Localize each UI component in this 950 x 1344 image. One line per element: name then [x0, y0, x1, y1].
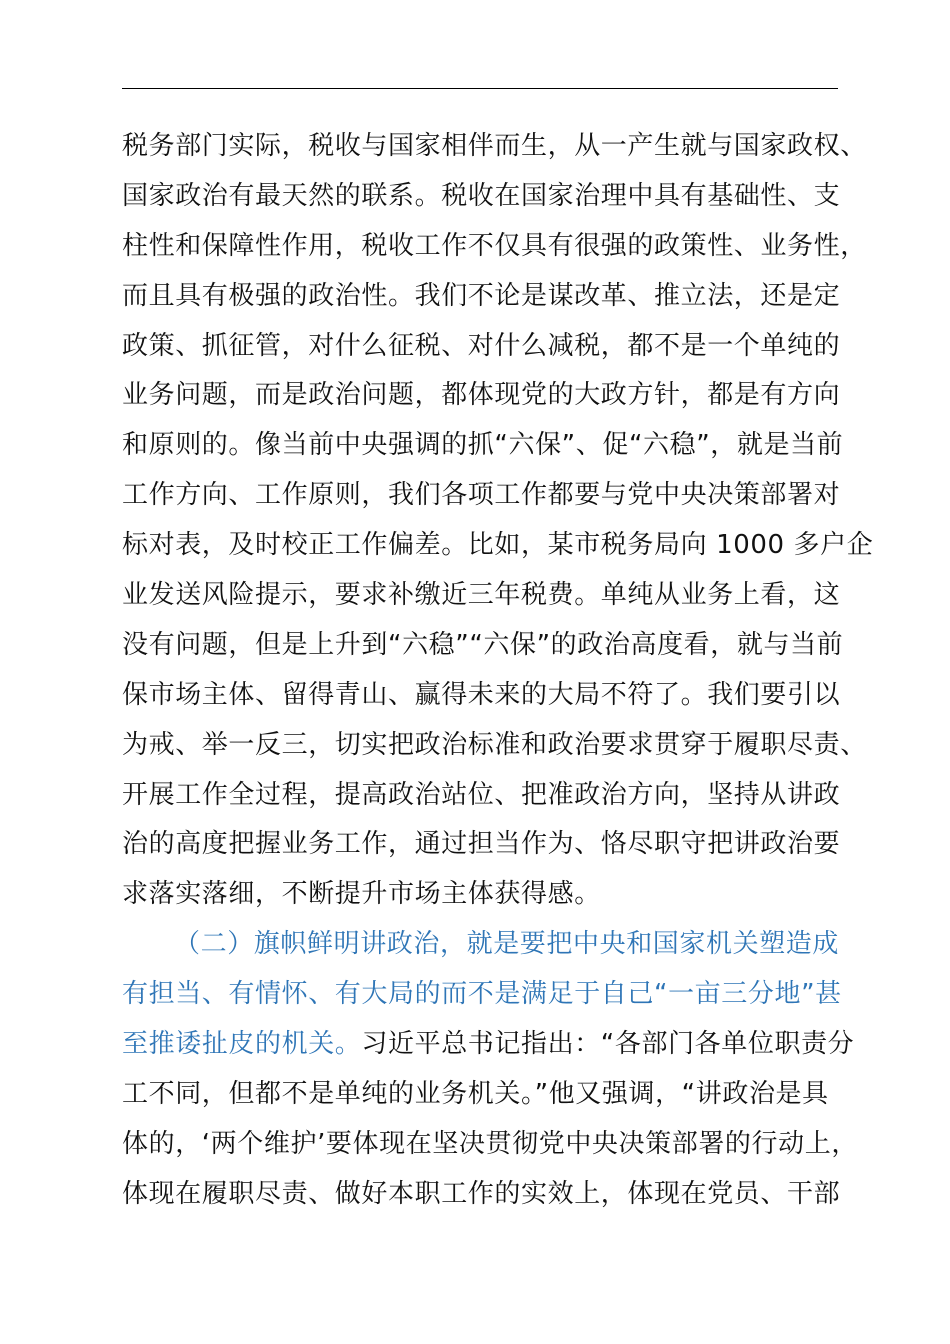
text-line	[122, 721, 867, 771]
line-text: 而且具有极强的政治性。我们不论是谋改革、推立法，还是定	[122, 280, 841, 311]
text-line	[122, 970, 842, 1020]
line-text: 为戒、举一反三，切实把政治标准和政治要求贯穿于履职尽责、	[122, 729, 867, 760]
text-line	[122, 870, 838, 920]
text-line	[122, 1170, 841, 1220]
line-text: 柱性和保障性作用，税收工作不仅具有很强的政策性、业务性，	[122, 230, 867, 261]
text-line	[122, 322, 841, 372]
line-text: 标对表，及时校正工作偏差。比如，某市税务局向 1000 多户企	[122, 530, 874, 561]
body-text	[122, 122, 874, 1220]
line-text: 工作方向、工作原则，我们各项工作都要与党中央决策部署对	[122, 480, 841, 511]
text-line	[122, 671, 841, 721]
text-line	[122, 920, 838, 970]
line-text: 和原则的。像当前中央强调的抓“六保”、促“六稳”，就是当前	[122, 430, 844, 461]
line-text: 求落实落细，不断提升市场主体获得感。	[122, 879, 601, 910]
line-text: 开展工作全过程，提高政治站位、把准政治方向，坚持从讲政	[122, 779, 841, 810]
line-text: 业发送风险提示，要求补缴近三年税费。单纯从业务上看，这	[122, 580, 841, 611]
text-line	[122, 272, 841, 322]
text-line	[122, 471, 841, 521]
text-line	[122, 1070, 838, 1120]
text-line	[122, 222, 867, 272]
text-line	[122, 771, 841, 821]
line-text: 工不同，但都不是单纯的业务机关。”他又强调，“讲政治是具	[122, 1078, 829, 1109]
line-text: 治的高度把握业务工作，通过担当作为、恪尽职守把讲政治要	[122, 829, 841, 860]
text-line	[122, 371, 841, 421]
text-line	[122, 122, 867, 172]
line-text: 国家政治有最天然的联系。税收在国家治理中具有基础性、支	[122, 180, 841, 211]
line-text: 业务问题，而是政治问题，都体现党的大政方针，都是有方向	[122, 380, 841, 411]
heading-text: 至推诿扯皮的机关。	[122, 1029, 362, 1060]
heading-text: （二）旗帜鲜明讲政治，就是要把中央和国家机关塑造成	[174, 929, 840, 960]
text-line	[122, 621, 844, 671]
header-rule	[122, 88, 838, 89]
line-text: 体现在履职尽责、做好本职工作的实效上，体现在党员、干部	[122, 1178, 841, 1209]
line-text: 体的，‘两个维护’要体现在坚决贯彻党中央决策部署的行动上，	[122, 1128, 858, 1159]
line-text: 政策、抓征管，对什么征税、对什么减税，都不是一个单纯的	[122, 330, 841, 361]
text-line	[122, 521, 874, 571]
text-line	[122, 571, 841, 621]
line-text: 没有问题，但是上升到“六稳”“六保”的政治高度看，就与当前	[122, 629, 844, 660]
line-text: 保市场主体、留得青山、赢得未来的大局不符了。我们要引以	[122, 679, 841, 710]
text-line	[122, 1120, 858, 1170]
text-line	[122, 421, 844, 471]
text-line	[122, 1020, 855, 1070]
text-line	[122, 172, 841, 222]
line-text: 税务部门实际，税收与国家相伴而生，从一产生就与国家政权、	[122, 131, 867, 161]
heading-text: 有担当、有情怀、有大局的而不是满足于自己“一亩三分地”甚	[122, 979, 842, 1010]
text-line	[122, 820, 841, 870]
line-text: 习近平总书记指出：“各部门各单位职责分	[361, 1029, 855, 1060]
